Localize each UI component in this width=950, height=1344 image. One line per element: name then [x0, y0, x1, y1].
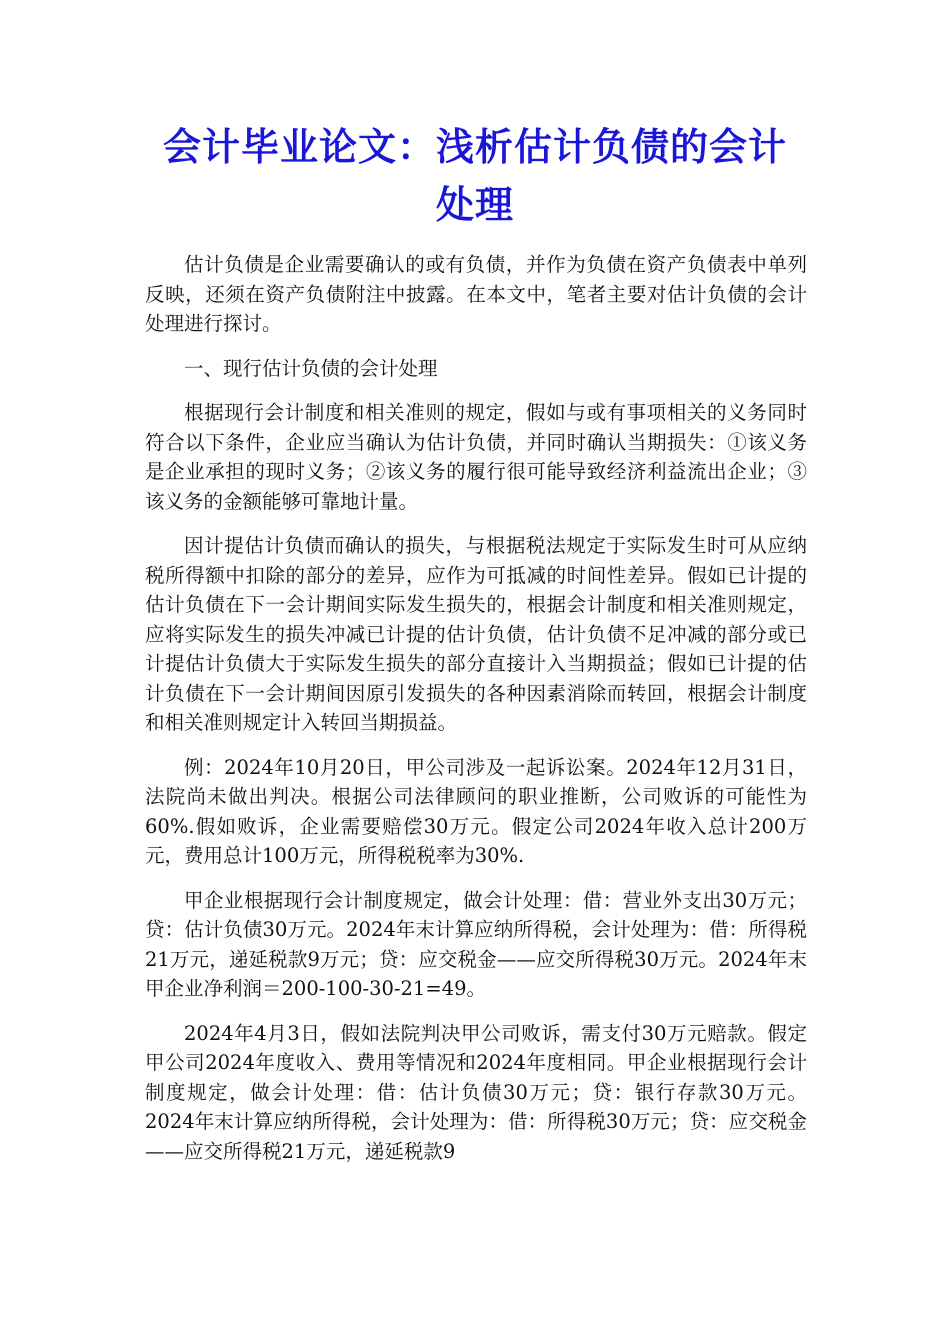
document-body — [145, 250, 807, 1181]
paragraph-accounting-entry-2: 2024年4月3日，假如法院判决甲公司败诉，需支付30万元赔款。假定甲公司2024年度收入、费用等情况和2024年度相同。甲企业根据现行会计制度规定，做会计处理：借：估计负债30万元；贷：银行存款30万元。2024年末计算应纳所得税，会计处理为：借：所得税30万元；贷：应交税金——应交所得税21万元，递延税款9 — [145, 1021, 807, 1163]
paragraph-timing-difference: 因计提估计负债而确认的损失，与根据税法规定于实际发生时可从应纳税所得额中扣除的部分的差异，应作为可抵减的时间性差异。假如已计提的估计负债在下一会计期间实际发生损失的，根据会计制度和相关准则规定，应将实际发生的损失冲减已计提的估计负债，估计负债不足冲减的部分或已计提估计负债大于实际发生损失的部分直接计入当期损益；假如已计提的估计负债在下一会计期间因原引发损失的各种因素消除而转回，根据会计制度和相关准则规定计入转回当期损益。 — [145, 534, 807, 734]
document-title: 会计毕业论文：浅析估计负债的会计处理 — [162, 125, 787, 227]
paragraph-recognition-conditions: 根据现行会计制度和相关准则的规定，假如与或有事项相关的义务同时符合以下条件，企业应当确认为估计负债，并同时确认当期损失：①该义务是企业承担的现时义务；②该义务的履行很可能导致经济利益流出企业；③该义务的金额能够可靠地计量。 — [145, 401, 807, 513]
paragraph-intro: 估计负债是企业需要确认的或有负债，并作为负债在资产负债表中单列反映，还须在资产负债附注中披露。在本文中，笔者主要对估计负债的会计处理进行探讨。 — [145, 253, 807, 335]
paragraph-example: 例：2024年10月20日，甲公司涉及一起诉讼案。2024年12月31日，法院尚未做出判决。根据公司法律顾问的职业推断，公司败诉的可能性为60%.假如败诉，企业需要赔偿30万元。假定公司2024年收入总计200万元，费用总计100万元，所得税税率为30%. — [145, 755, 807, 867]
section-heading: 一、现行估计负债的会计处理 — [184, 356, 438, 380]
paragraph-accounting-entry-1: 甲企业根据现行会计制度规定，做会计处理：借：营业外支出30万元；贷：估计负债30万元。2024年末计算应纳所得税，会计处理为：借：所得税21万元，递延税款9万元；贷：应交税金——应交所得税30万元。2024年末甲企业净利润＝200-100-30-21=49。 — [145, 888, 807, 1000]
